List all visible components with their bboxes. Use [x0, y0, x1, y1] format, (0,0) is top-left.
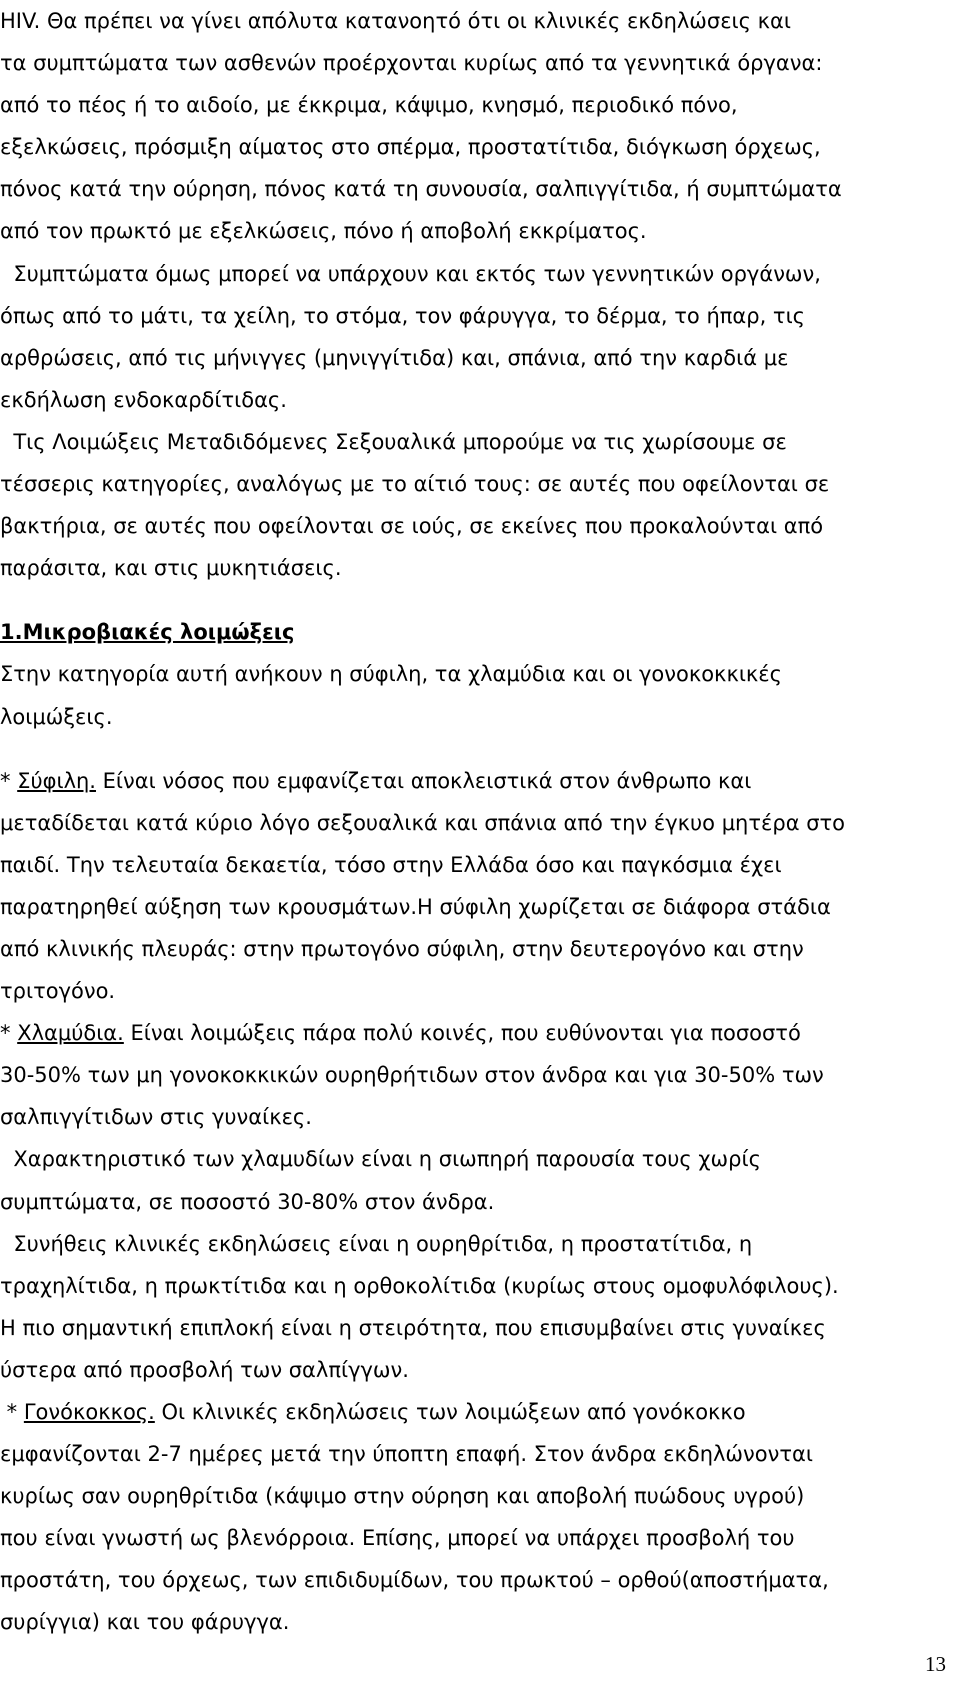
chlamydia-first-line-text: Είναι λοιμώξεις πάρα πολύ κοινές, που ευθύνονται για ποσοστό: [123, 1021, 801, 1046]
spacer: [0, 738, 960, 760]
text-line: τέσσερις κατηγορίες, αναλόγως με το αίτιό τους: σε αυτές που οφείλονται σε: [0, 472, 830, 497]
text-line: Χαρακτηριστικό των χλαμυδίων είναι η σιωπηρή παρουσία τους χωρίς: [0, 1147, 761, 1172]
text-line: εκδήλωση ενδοκαρδίτιδας.: [0, 387, 287, 412]
text-line: Η πιο σημαντική επιπλοκή είναι η στειρότητα, που επισυμβαίνει στις γυναίκες: [0, 1315, 826, 1340]
text-line: εξελκώσεις, πρόσμιξη αίματος στο σπέρμα, προστατίτιδα, διόγκωση όρχεως,: [0, 135, 821, 160]
section-heading: 1.Μικροβιακές λοιμώξεις: [0, 620, 295, 645]
syphilis-term: Σύφιλη.: [17, 768, 96, 793]
text-line: από το πέος ή το αιδοίο, με έκκριμα, κάψιμο, κνησμό, περιοδικό πόνο,: [0, 93, 738, 118]
bullet: *: [0, 1400, 24, 1424]
text-line: σαλπιγγίτιδων στις γυναίκες.: [0, 1105, 312, 1130]
text-line: λοιμώξεις.: [0, 704, 113, 729]
gonococcus-first-line: [0, 1391, 960, 1433]
text-line: αρθρώσεις, από τις μήνιγγες (μηνιγγίτιδα) και, σπάνια, από την καρδιά με: [0, 345, 789, 370]
text-line: τραχηλίτιδα, η πρωκτίτιδα και η ορθοκολίτιδα (κυρίως στους ομοφυλόφιλους).: [0, 1273, 839, 1298]
text-line: 30-50% των μη γονοκοκκικών ουρηθρήτιδων στον άνδρα και για 30-50% των: [0, 1063, 824, 1088]
text-line: προστάτη, του όρχεως, των επιδιδυμίδων, του πρωκτού – ορθού(αποστήματα,: [0, 1568, 829, 1593]
text-line: από τον πρωκτό με εξελκώσεις, πόνο ή αποβολή εκκρίματος.: [0, 219, 647, 244]
text-line: βακτήρια, σε αυτές που οφείλονται σε ιούς, σε εκείνες που προκαλούνται από: [0, 514, 824, 539]
text-line: HIV. Θα πρέπει να γίνει απόλυτα κατανοητό ότι οι κλινικές εκδηλώσεις και: [0, 9, 791, 33]
text-line: μεταδίδεται κατά κύριο λόγο σεξουαλικά και σπάνια από την έγκυο μητέρα στο: [0, 810, 846, 835]
text-line: Στην κατηγορία αυτή ανήκουν η σύφιλη, τα χλαμύδια και οι γονοκοκκικές: [0, 662, 782, 687]
text-line: παρατηρηθεί αύξηση των κρουσμάτων.Η σύφιλη χωρίζεται σε διάφορα στάδια: [0, 894, 831, 919]
syphilis-first-line: [0, 760, 960, 802]
text-line: πόνος κατά την ούρηση, πόνος κατά τη συνουσία, σαλπιγγίτιδα, ή συμπτώματα: [0, 177, 842, 202]
text-line: εμφανίζονται 2-7 ημέρες μετά την ύποπτη επαφή. Στον άνδρα εκδηλώνονται: [0, 1442, 813, 1467]
gonococcus-term: Γονόκοκκος.: [23, 1400, 155, 1424]
text-line: συμπτώματα, σε ποσοστό 30-80% στον άνδρα.: [0, 1189, 495, 1214]
page-number: 13: [925, 1652, 946, 1676]
text-line: ύστερα από προσβολή των σαλπίγγων.: [0, 1357, 409, 1382]
chlamydia-first-line: [0, 1012, 960, 1054]
text-line: Συνήθεις κλινικές εκδηλώσεις είναι η ουρηθρίτιδα, η προστατίτιδα, η: [0, 1231, 753, 1256]
text-line: τα συμπτώματα των ασθενών προέρχονται κυρίως από τα γεννητικά όργανα:: [0, 51, 823, 76]
bullet: *: [0, 1021, 18, 1046]
text-line: όπως από το μάτι, τα χείλη, το στόμα, τον φάρυγγα, το δέρμα, το ήπαρ, τις: [0, 303, 806, 328]
text-line: συρίγγια) και του φάρυγγα.: [0, 1610, 290, 1635]
text-line: που είναι γνωστή ως βλενόρροια. Επίσης, μπορεί να υπάρχει προσβολή του: [0, 1526, 795, 1551]
gonococcus-first-line-text: Οι κλινικές εκδηλώσεις των λοιμώξεων από γονόκοκκο: [154, 1400, 746, 1424]
spacer: [0, 589, 960, 611]
bullet: *: [0, 768, 18, 793]
text-line: τριτογόνο.: [0, 979, 116, 1004]
syphilis-first-line-text: Είναι νόσος που εμφανίζεται αποκλειστικά στον άνθρωπο και: [95, 768, 752, 793]
text-line: παιδί. Την τελευταία δεκαετία, τόσο στην Ελλάδα όσο και παγκόσμια έχει: [0, 852, 782, 877]
text-line: παράσιτα, και στις μυκητιάσεις.: [0, 556, 342, 581]
chlamydia-term: Χλαμύδια.: [17, 1021, 124, 1046]
text-line: κυρίως σαν ουρηθρίτιδα (κάψιμο στην ούρηση και αποβολή πυώδους υγρού): [0, 1484, 805, 1509]
text-line: Συμπτώματα όμως μπορεί να υπάρχουν και εκτός των γεννητικών οργάνων,: [0, 261, 821, 286]
text-line: από κλινικής πλευράς: στην πρωτογόνο σύφιλη, στην δευτερογόνο και στην: [0, 936, 804, 961]
text-line: Τις Λοιμώξεις Μεταδιδόμενες Σεξουαλικά μπορούμε να τις χωρίσουμε σε: [0, 429, 787, 454]
